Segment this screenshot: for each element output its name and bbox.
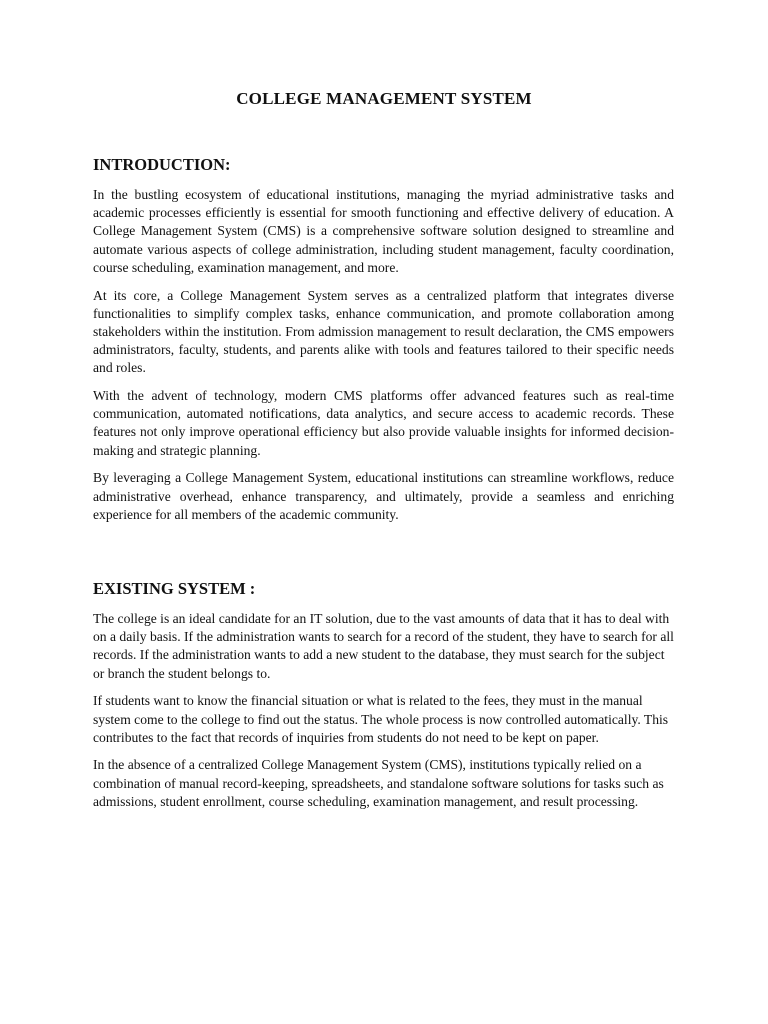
introduction-paragraph-1: In the bustling ecosystem of educational institutions, managing the myriad administrative tasks and academic processes efficiently is essential for smooth functioning and effective delivery of education. A College Management System (CMS) is a comprehensive software solution designed to streamline and automate various aspects of college administration, including student management, faculty coordination, course scheduling, examination management, and more. <box>93 187 674 275</box>
introduction-paragraph-4: By leveraging a College Management System, educational institutions can streamline workflows, reduce administrative overhead, enhance transparency, and ultimately, provide a seamless and enriching experience for all members of the academic community. <box>93 470 674 522</box>
document-title: COLLEGE MANAGEMENT SYSTEM <box>236 89 532 108</box>
introduction-paragraph-3: With the advent of technology, modern CMS platforms offer advanced features such as real-time communication, automated notifications, data analytics, and secure access to academic records. These features not only improve operational efficiency but also provide valuable insights for informed decision-making and strategic planning. <box>93 388 674 458</box>
existing-system-paragraph-2: If students want to know the financial situation or what is related to the fees, they must in the manual system come to the college to find out the status. The whole process is now controlled automatically. This contributes to the fact that records of inquiries from students do not need to be kept on paper. <box>93 693 669 745</box>
introduction-heading: INTRODUCTION: <box>93 155 231 174</box>
existing-system-section <box>93 578 674 821</box>
introduction-section <box>93 154 674 533</box>
existing-system-paragraph-1: The college is an ideal candidate for an IT solution, due to the vast amounts of data that it has to deal with on a daily basis. If the administration wants to search for a record of the student, they have to search for all records. If the administration wants to add a new student to the database, they must search for the subject or branch the student belongs to. <box>93 611 674 681</box>
existing-system-paragraph-3: In the absence of a centralized College Management System (CMS), institutions typically relied on a combination of manual record-keeping, spreadsheets, and standalone software solutions for tasks such as admissions, student enrollment, course scheduling, examination management, and result processing. <box>93 757 664 809</box>
existing-system-heading: EXISTING SYSTEM : <box>93 579 256 598</box>
introduction-paragraph-2: At its core, a College Management System serves as a centralized platform that integrates diverse functionalities to simplify complex tasks, enhance communication, and promote collaboration among stakeholders within the institution. From admission management to result declaration, the CMS empowers administrators, faculty, students, and parents alike with tools and features tailored to their specific needs and roles. <box>93 287 674 376</box>
